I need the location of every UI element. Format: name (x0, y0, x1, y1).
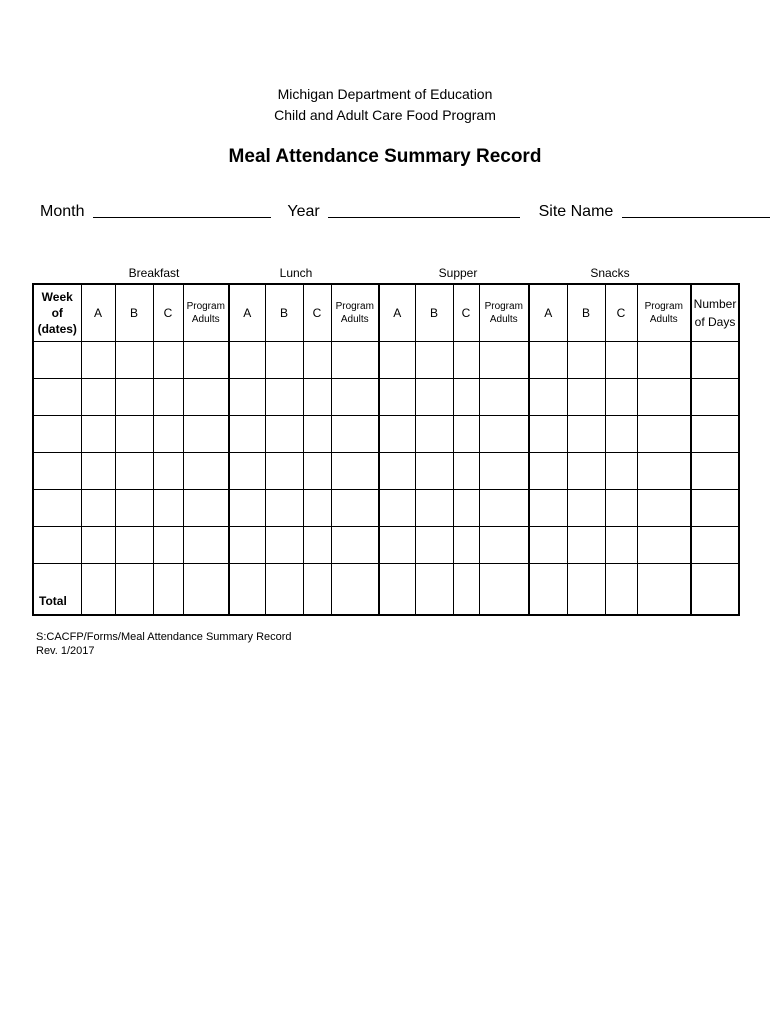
table-cell[interactable] (567, 527, 605, 564)
supper-c-header: C (453, 284, 479, 342)
table-cell[interactable] (691, 453, 739, 490)
table-cell[interactable] (81, 527, 115, 564)
table-cell[interactable] (81, 564, 115, 616)
table-cell[interactable] (691, 490, 739, 527)
snacks-program-adults-header: Program Adults (637, 284, 691, 342)
lunch-program-adults-header: Program Adults (331, 284, 379, 342)
table-cell[interactable] (479, 564, 529, 616)
table-cell[interactable] (605, 416, 637, 453)
table-cell[interactable] (33, 527, 81, 564)
table-cell[interactable] (691, 379, 739, 416)
table-cell[interactable] (33, 379, 81, 416)
table-cell[interactable] (605, 342, 637, 379)
month-label: Month (40, 203, 85, 220)
table-cell[interactable] (229, 490, 265, 527)
snacks-label: Snacks (590, 266, 630, 280)
table-cell[interactable] (453, 342, 479, 379)
table-cell[interactable] (453, 490, 479, 527)
table-cell[interactable] (265, 342, 303, 379)
table-cell[interactable] (303, 564, 331, 616)
table-cell[interactable] (415, 527, 453, 564)
table-cell[interactable] (153, 490, 183, 527)
table-cell[interactable] (415, 379, 453, 416)
form-path: S:CACFP/Forms/Meal Attendance Summary Record (36, 631, 292, 643)
number-of-days-header: Number of Days (691, 284, 739, 342)
table-cell[interactable] (115, 564, 153, 616)
table-cell[interactable] (331, 453, 379, 490)
table-cell[interactable] (637, 416, 691, 453)
month-field[interactable] (93, 203, 271, 218)
table-cell[interactable] (691, 564, 739, 616)
table-cell[interactable] (153, 379, 183, 416)
table-cell[interactable] (529, 416, 567, 453)
snacks-a-header: A (529, 284, 567, 342)
table-cell[interactable] (379, 416, 415, 453)
table-cell[interactable] (303, 342, 331, 379)
table-cell[interactable] (415, 564, 453, 616)
table-cell[interactable] (605, 527, 637, 564)
table-cell[interactable] (229, 342, 265, 379)
form-revision: Rev. 1/2017 (36, 645, 95, 657)
table-cell[interactable] (331, 490, 379, 527)
table-cell[interactable] (453, 416, 479, 453)
table-cell[interactable] (637, 490, 691, 527)
table-cell[interactable] (331, 527, 379, 564)
table-cell[interactable] (637, 453, 691, 490)
attendance-table-wrap (32, 283, 738, 610)
table-cell[interactable] (115, 342, 153, 379)
table-cell[interactable] (379, 342, 415, 379)
table-cell[interactable] (265, 490, 303, 527)
table-cell[interactable] (567, 342, 605, 379)
table-cell[interactable] (265, 564, 303, 616)
header-row (33, 284, 739, 342)
lunch-b-header: B (265, 284, 303, 342)
table-cell[interactable] (303, 416, 331, 453)
table-cell[interactable] (691, 342, 739, 379)
table-cell[interactable] (115, 379, 153, 416)
table-cell[interactable] (479, 453, 529, 490)
table-cell[interactable] (153, 416, 183, 453)
table-cell[interactable] (415, 416, 453, 453)
supper-b-header: B (415, 284, 453, 342)
table-cell[interactable] (479, 379, 529, 416)
table-cell[interactable] (453, 453, 479, 490)
table-cell[interactable] (229, 416, 265, 453)
supper-label: Supper (438, 266, 478, 280)
agency-header (0, 84, 770, 126)
table-cell[interactable] (153, 564, 183, 616)
table-row (33, 342, 739, 379)
table-cell[interactable] (379, 453, 415, 490)
table-cell[interactable] (637, 527, 691, 564)
table-cell[interactable] (265, 453, 303, 490)
table-cell[interactable] (379, 564, 415, 616)
table-cell[interactable] (229, 564, 265, 616)
total-label: Total (33, 564, 81, 616)
lunch-label: Lunch (279, 266, 313, 280)
table-cell[interactable] (331, 564, 379, 616)
table-cell[interactable] (479, 490, 529, 527)
lunch-c-header: C (303, 284, 331, 342)
table-cell[interactable] (183, 527, 229, 564)
table-cell[interactable] (691, 527, 739, 564)
table-cell[interactable] (183, 564, 229, 616)
table-cell[interactable] (567, 490, 605, 527)
table-cell[interactable] (153, 342, 183, 379)
table-cell[interactable] (183, 342, 229, 379)
table-cell[interactable] (153, 527, 183, 564)
table-cell[interactable] (229, 527, 265, 564)
agency-name: Michigan Department of Education (277, 86, 493, 102)
snacks-c-header: C (605, 284, 637, 342)
table-cell[interactable] (691, 416, 739, 453)
table-cell[interactable] (567, 453, 605, 490)
table-cell[interactable] (153, 453, 183, 490)
table-cell[interactable] (605, 379, 637, 416)
supper-a-header: A (379, 284, 415, 342)
table-cell[interactable] (605, 490, 637, 527)
lunch-a-header: A (229, 284, 265, 342)
breakfast-c-header: C (153, 284, 183, 342)
table-body (33, 342, 739, 616)
table-row (33, 527, 739, 564)
year-label: Year (287, 203, 320, 220)
table-cell[interactable] (529, 342, 567, 379)
year-field[interactable] (328, 203, 520, 218)
table-row (33, 416, 739, 453)
total-row (33, 564, 739, 616)
table-cell[interactable] (605, 453, 637, 490)
table-cell[interactable] (33, 416, 81, 453)
table-cell[interactable] (529, 453, 567, 490)
form-footer (36, 630, 292, 658)
table-cell[interactable] (529, 379, 567, 416)
table-cell[interactable] (529, 564, 567, 616)
breakfast-program-adults-header: Program Adults (183, 284, 229, 342)
table-cell[interactable] (303, 453, 331, 490)
table-row (33, 453, 739, 490)
program-name: Child and Adult Care Food Program (274, 107, 496, 123)
table-cell[interactable] (331, 379, 379, 416)
table-cell[interactable] (229, 453, 265, 490)
snacks-b-header: B (567, 284, 605, 342)
table-cell[interactable] (183, 379, 229, 416)
table-cell[interactable] (415, 342, 453, 379)
table-cell[interactable] (183, 453, 229, 490)
table-cell[interactable] (637, 342, 691, 379)
table-cell[interactable] (303, 527, 331, 564)
table-cell[interactable] (567, 416, 605, 453)
table-cell[interactable] (183, 490, 229, 527)
table-cell[interactable] (33, 490, 81, 527)
table-cell[interactable] (115, 490, 153, 527)
table-cell[interactable] (453, 527, 479, 564)
table-cell[interactable] (229, 379, 265, 416)
table-cell[interactable] (331, 416, 379, 453)
form-fields (40, 203, 740, 221)
table-cell[interactable] (529, 490, 567, 527)
site-name-label: Site Name (538, 203, 614, 220)
attendance-table (32, 283, 740, 616)
table-cell[interactable] (81, 416, 115, 453)
table-cell[interactable] (567, 564, 605, 616)
table-cell[interactable] (115, 527, 153, 564)
table-cell[interactable] (183, 416, 229, 453)
breakfast-a-header: A (81, 284, 115, 342)
table-cell[interactable] (303, 379, 331, 416)
table-cell[interactable] (265, 379, 303, 416)
site-name-field[interactable] (622, 203, 770, 218)
table-cell[interactable] (453, 564, 479, 616)
supper-program-adults-header: Program Adults (479, 284, 529, 342)
table-cell[interactable] (567, 379, 605, 416)
table-cell[interactable] (379, 527, 415, 564)
table-cell[interactable] (33, 453, 81, 490)
week-header: Week of (dates) (33, 284, 81, 342)
table-cell[interactable] (479, 342, 529, 379)
table-cell[interactable] (415, 453, 453, 490)
table-cell[interactable] (605, 564, 637, 616)
table-cell[interactable] (379, 490, 415, 527)
table-cell[interactable] (415, 490, 453, 527)
table-cell[interactable] (453, 379, 479, 416)
table-row (33, 379, 739, 416)
table-cell[interactable] (479, 416, 529, 453)
table-cell[interactable] (33, 342, 81, 379)
table-cell[interactable] (265, 527, 303, 564)
breakfast-b-header: B (115, 284, 153, 342)
table-cell[interactable] (637, 379, 691, 416)
form-title: Meal Attendance Summary Record (228, 146, 542, 167)
table-cell[interactable] (81, 379, 115, 416)
table-row (33, 490, 739, 527)
table-cell[interactable] (81, 453, 115, 490)
breakfast-label: Breakfast (128, 266, 180, 280)
table-cell[interactable] (115, 453, 153, 490)
table-cell[interactable] (81, 342, 115, 379)
table-cell[interactable] (303, 490, 331, 527)
table-cell[interactable] (331, 342, 379, 379)
table-cell[interactable] (637, 564, 691, 616)
table-cell[interactable] (115, 416, 153, 453)
table-cell[interactable] (529, 527, 567, 564)
table-cell[interactable] (81, 490, 115, 527)
table-cell[interactable] (379, 379, 415, 416)
table-cell[interactable] (265, 416, 303, 453)
table-cell[interactable] (479, 527, 529, 564)
